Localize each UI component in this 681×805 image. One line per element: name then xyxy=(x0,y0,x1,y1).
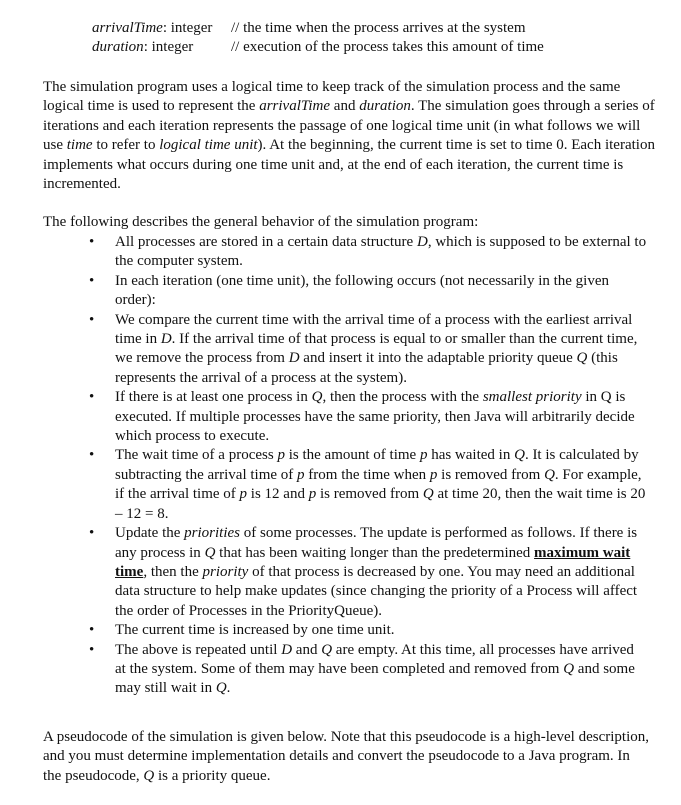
emphasis: Q xyxy=(576,350,588,367)
emphasis: Q xyxy=(215,680,227,697)
text-run: has waited in xyxy=(427,447,515,464)
field-declaration xyxy=(92,38,231,57)
text-run: ). At the beginning, the current time is set to time 0. Each iteration implements what occurs during one time unit and, at the end of each iteration, the current time is incremented. xyxy=(43,137,655,193)
text-run: that has been waiting longer than the predetermined xyxy=(215,544,535,561)
behavior-lead: The following describes the general behavior of the simulation program: xyxy=(43,214,479,230)
text-run: Update the xyxy=(115,525,185,542)
emphasis: p xyxy=(308,486,317,503)
field-type: : integer xyxy=(162,20,213,36)
emphasis: Q xyxy=(311,389,323,406)
emphasis: Q xyxy=(544,466,555,483)
outro-paragraph xyxy=(43,728,649,786)
text-run: to refer to xyxy=(92,137,160,154)
emphasis: p xyxy=(239,486,248,503)
emphasis: Q xyxy=(422,486,434,503)
emphasis: duration xyxy=(359,98,411,115)
text-run: , then the xyxy=(143,563,203,580)
emphasis: Q xyxy=(321,641,333,658)
text-run: We compare the current time with the arrival time of a process with the earliest arrival time in xyxy=(115,311,633,348)
emphasis: priorities xyxy=(184,525,240,542)
list-item xyxy=(87,233,647,272)
field-comment: // the time when the process arrives at the system xyxy=(231,20,526,36)
field-name: arrivalTime xyxy=(92,20,163,36)
text-run: In each iteration (one time unit), the following occurs (not necessarily in the given order): xyxy=(115,272,610,309)
text-run: . It is calculated by subtracting the arrival time of xyxy=(115,447,639,483)
list-item xyxy=(87,311,647,389)
emphasis: p xyxy=(277,447,285,464)
text-run: The wait time of a process xyxy=(115,447,278,464)
emphasis: time xyxy=(66,137,93,154)
text-run: The current time is increased by one time unit. xyxy=(115,622,395,639)
text-run: is 12 and xyxy=(247,486,309,503)
emphasis: Q xyxy=(204,544,216,561)
emphasis: D xyxy=(281,641,293,658)
text-run: is a priority queue. xyxy=(154,767,271,784)
text-run: in Q is executed. If multiple processes have the same priority, then Java will arbitrarily decide which process to execute. xyxy=(115,389,635,445)
text-run: , which is supposed to be external to the computer system. xyxy=(115,234,647,270)
list-item xyxy=(87,388,647,446)
text-run: are empty. At this time, all processes have arrived at the system. Some of them may have been completed and removed from xyxy=(115,641,634,677)
emphasis: Q xyxy=(514,447,525,464)
text-run: . xyxy=(226,680,231,697)
list-item xyxy=(87,641,647,699)
strong-text: maximum wait time xyxy=(115,544,631,580)
field-row xyxy=(92,19,544,38)
text-run: and xyxy=(292,641,322,658)
emphasis: D xyxy=(288,350,300,367)
emphasis: D xyxy=(416,234,428,250)
behavior-list xyxy=(87,233,647,699)
field-type: : integer xyxy=(143,39,194,56)
list-item xyxy=(87,272,647,311)
emphasis: smallest priority xyxy=(482,389,582,406)
text-run: . If the arrival time of that process is equal to or smaller than the current time, we remove the process from xyxy=(115,331,638,367)
emphasis: priority xyxy=(202,563,249,580)
emphasis: p xyxy=(419,447,428,464)
field-name: duration xyxy=(92,39,144,56)
text-run: The above is repeated until xyxy=(115,641,282,658)
text-run: . For example, if the arrival time of xyxy=(115,466,642,503)
text-run: from the time when xyxy=(304,466,430,483)
emphasis: p xyxy=(297,466,305,483)
field-declarations xyxy=(92,19,544,58)
emphasis: Q xyxy=(563,660,575,677)
list-item xyxy=(87,446,647,524)
emphasis: Q xyxy=(143,767,155,784)
text-run: . The simulation goes through a series of iterations and each iteration represents the passage of one logical time unit (in what follows we will use xyxy=(43,98,655,154)
text-run: (this represents the arrival of a process at the system). xyxy=(115,350,618,386)
text-run: , then the process with the xyxy=(322,389,483,406)
field-declaration xyxy=(92,19,231,38)
intro-paragraph xyxy=(43,78,663,194)
text-run: and insert it into the adaptable priority queue xyxy=(299,350,577,367)
text-run: of some processes. The update is performed as follows. If there is any process in xyxy=(115,525,638,561)
text-run: is the amount of time xyxy=(284,447,420,464)
list-item xyxy=(87,524,647,621)
emphasis: logical time unit xyxy=(159,137,258,154)
text-run: is removed from xyxy=(437,466,545,483)
text-run: is removed from xyxy=(316,486,423,503)
text-run: and xyxy=(330,98,360,115)
text-run: of that process is decreased by one. You may need an additional data structure to help make updates (since changing the priority of a Process will affect the order of Processes in the PriorityQueue). xyxy=(115,563,638,619)
field-row xyxy=(92,38,544,57)
emphasis: p xyxy=(429,466,438,483)
text-run: at time 20, then the wait time is 20 – 12 = 8. xyxy=(115,486,646,522)
text-run: If there is at least one process in xyxy=(115,389,312,406)
text-run: All processes are stored in a certain data structure xyxy=(115,234,417,250)
emphasis: arrivalTime xyxy=(259,98,331,115)
text-run: A pseudocode of the simulation is given below. Note that this pseudocode is a high-level description, and you must determine implementation details and convert the pseudocode to a Java program. In the pseudocode, xyxy=(43,729,649,784)
emphasis: D xyxy=(160,331,172,348)
text-run: The simulation program uses a logical time to keep track of the simulation process and the same logical time is used to represent the xyxy=(43,79,621,115)
list-item xyxy=(87,621,647,640)
field-comment: // execution of the process takes this amount of time xyxy=(231,39,544,56)
text-run: and some may still wait in xyxy=(115,660,635,697)
